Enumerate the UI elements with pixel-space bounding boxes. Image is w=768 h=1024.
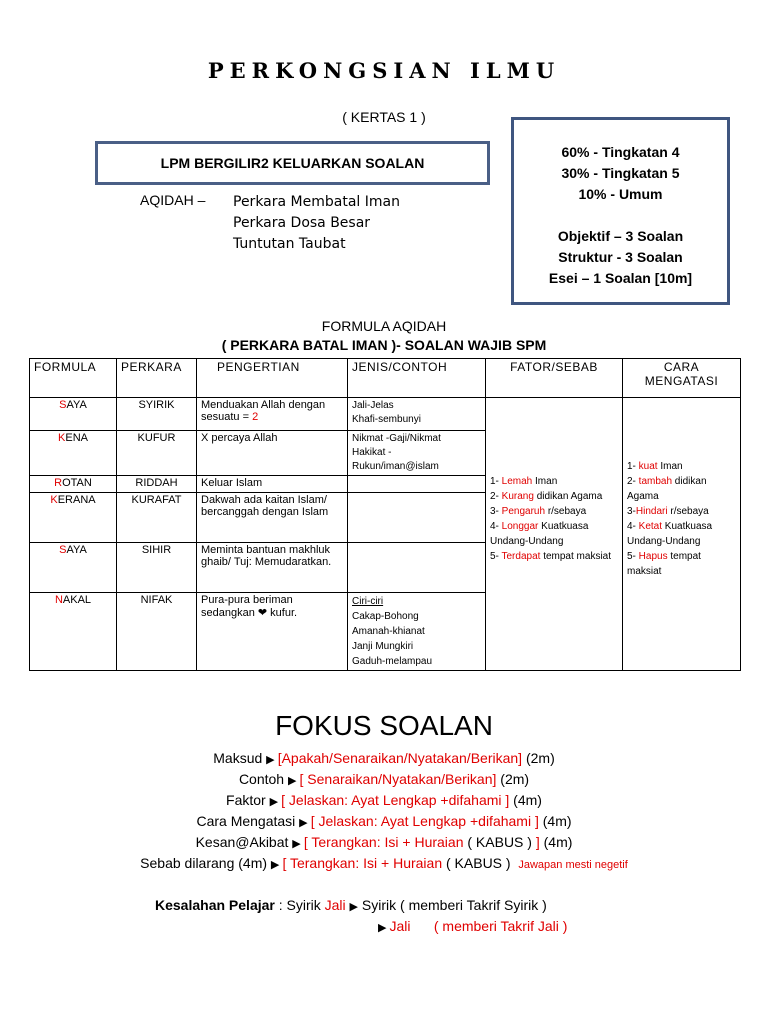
formula-cell: KERANA — [30, 493, 117, 543]
header-cara: CARA MENGATASI — [623, 359, 741, 398]
formula-cell: ROTAN — [30, 476, 117, 493]
arrow-right-icon: ▶ — [378, 922, 390, 934]
perkara-cell: SIHIR — [117, 543, 197, 593]
jenis-cell — [348, 493, 486, 543]
formula-cell: KENA — [30, 431, 117, 476]
fokus-line: Sebab dilarang (4m) ▶ [ Terangkan: Isi + Huraian ( KABUS ) Jawapan mesti negetif — [140, 855, 628, 871]
perkara-cell: KURAFAT — [117, 493, 197, 543]
lpm-box: LPM BERGILIR2 KELUARKAN SOALAN — [95, 141, 490, 185]
table-row — [30, 398, 741, 431]
arrow-right-icon: ▶ — [349, 901, 359, 913]
stat-line: Struktur - 3 Soalan — [558, 249, 683, 265]
aqidah-item: Perkara Dosa Besar — [233, 215, 371, 231]
stat-line: 10% - Umum — [578, 186, 663, 202]
jenis-cell — [348, 543, 486, 593]
header-formula: FORMULA — [30, 359, 117, 398]
pengertian-cell: Dakwah ada kaitan Islam/ bercanggah dengan Islam — [197, 493, 348, 543]
arrow-right-icon: ▶ — [287, 775, 300, 787]
fokus-line: Cara Mengatasi ▶ [ Jelaskan: Ayat Lengkap +difahami ] (4m) — [196, 813, 572, 829]
stats-box — [511, 117, 730, 305]
aqidah-item: Perkara Membatal Iman — [233, 194, 400, 210]
fokus-line: Faktor ▶ [ Jelaskan: Ayat Lengkap +difahami ] (4m) — [226, 792, 542, 808]
header-fator: FATOR/SEBAB — [486, 359, 623, 398]
aqidah-label: AQIDAH – — [140, 192, 206, 208]
fator-cell: 1- Lemah Iman 2- Kurang didikan Agama 3- Pengaruh r/sebaya 4- Longgar Kuatkuasa Undang-Undang 5- Terdapat tempat maksiat — [486, 398, 623, 671]
jenis-cell — [348, 476, 486, 493]
aqidah-list — [233, 192, 400, 255]
pengertian-cell: Pura-pura beriman sedangkan ❤ kufur. — [197, 593, 348, 671]
fokus-line: Contoh ▶ [ Senaraikan/Nyatakan/Berikan] (2m) — [238, 771, 530, 787]
fokus-title: FOKUS SOALAN — [275, 710, 493, 741]
header-pengertian: PENGERTIAN — [197, 359, 348, 398]
header-jenis: JENIS/CONTOH — [348, 359, 486, 398]
arrow-right-icon: ▶ — [270, 859, 283, 871]
fokus-line: Kesan@Akibat ▶ [ Terangkan: Isi + Huraian ( KABUS ) ] (4m) — [195, 834, 573, 850]
jenis-cell: Ciri-ciri Cakap-Bohong Amanah-khianat Janji Mungkiri Gaduh-melampau — [348, 593, 486, 671]
formula-cell: NAKAL — [30, 593, 117, 671]
page-title: PERKONGSIAN ILMU — [207, 58, 561, 83]
formula-title: FORMULA AQIDAH — [321, 318, 447, 334]
cara-cell: 1- kuat Iman 2- tambah didikan Agama 3-Hindari r/sebaya 4- Ketat Kuatkuasa Undang-Undang 5- Hapus tempat maksiat — [623, 398, 741, 671]
jenis-cell: Nikmat -Gaji/Nikmat Hakikat - Rukun/iman@islam — [348, 431, 486, 476]
stat-line: 60% - Tingkatan 4 — [561, 144, 680, 160]
kesalahan-line: Kesalahan Pelajar : Syirik Jali ▶ Syirik ( memberi Takrif Syirik ) — [155, 897, 547, 913]
perkara-cell: RIDDAH — [117, 476, 197, 493]
pengertian-cell: X percaya Allah — [197, 431, 348, 476]
table-header-row — [30, 359, 741, 398]
kertas-label: ( KERTAS 1 ) — [342, 109, 426, 125]
aqidah-item: Tuntutan Taubat — [233, 236, 346, 252]
stat-line: 30% - Tingkatan 5 — [561, 165, 680, 181]
arrow-right-icon: ▶ — [299, 817, 311, 829]
pengertian-cell: Meminta bantuan makhluk ghaib/ Tuj: Memudaratkan. — [197, 543, 348, 593]
header-perkara: PERKARA — [117, 359, 197, 398]
perkara-cell: NIFAK — [117, 593, 197, 671]
arrow-right-icon: ▶ — [269, 796, 282, 808]
stat-line: Objektif – 3 Soalan — [557, 228, 684, 244]
arrow-right-icon: ▶ — [292, 838, 304, 850]
formula-subtitle: ( PERKARA BATAL IMAN )- SOALAN WAJIB SPM — [221, 337, 547, 353]
pengertian-cell: Keluar Islam — [197, 476, 348, 493]
pengertian-cell: Menduakan Allah dengan sesuatu = 2 — [197, 398, 348, 431]
perkara-cell: KUFUR — [117, 431, 197, 476]
formula-cell: SAYA — [30, 543, 117, 593]
arrow-right-icon: ▶ — [266, 754, 278, 766]
fokus-line: Maksud ▶ [Apakah/Senaraikan/Nyatakan/Berikan] (2m) — [213, 750, 555, 766]
perkara-cell: SYIRIK — [117, 398, 197, 431]
kesalahan-line-2: ▶ Jali ( memberi Takrif Jali ) — [378, 918, 568, 934]
formula-cell: SAYA — [30, 398, 117, 431]
formula-table — [29, 358, 741, 671]
stat-line: Esei – 1 Soalan [10m] — [548, 270, 693, 286]
jenis-cell: Jali-Jelas Khafi-sembunyi — [348, 398, 486, 431]
